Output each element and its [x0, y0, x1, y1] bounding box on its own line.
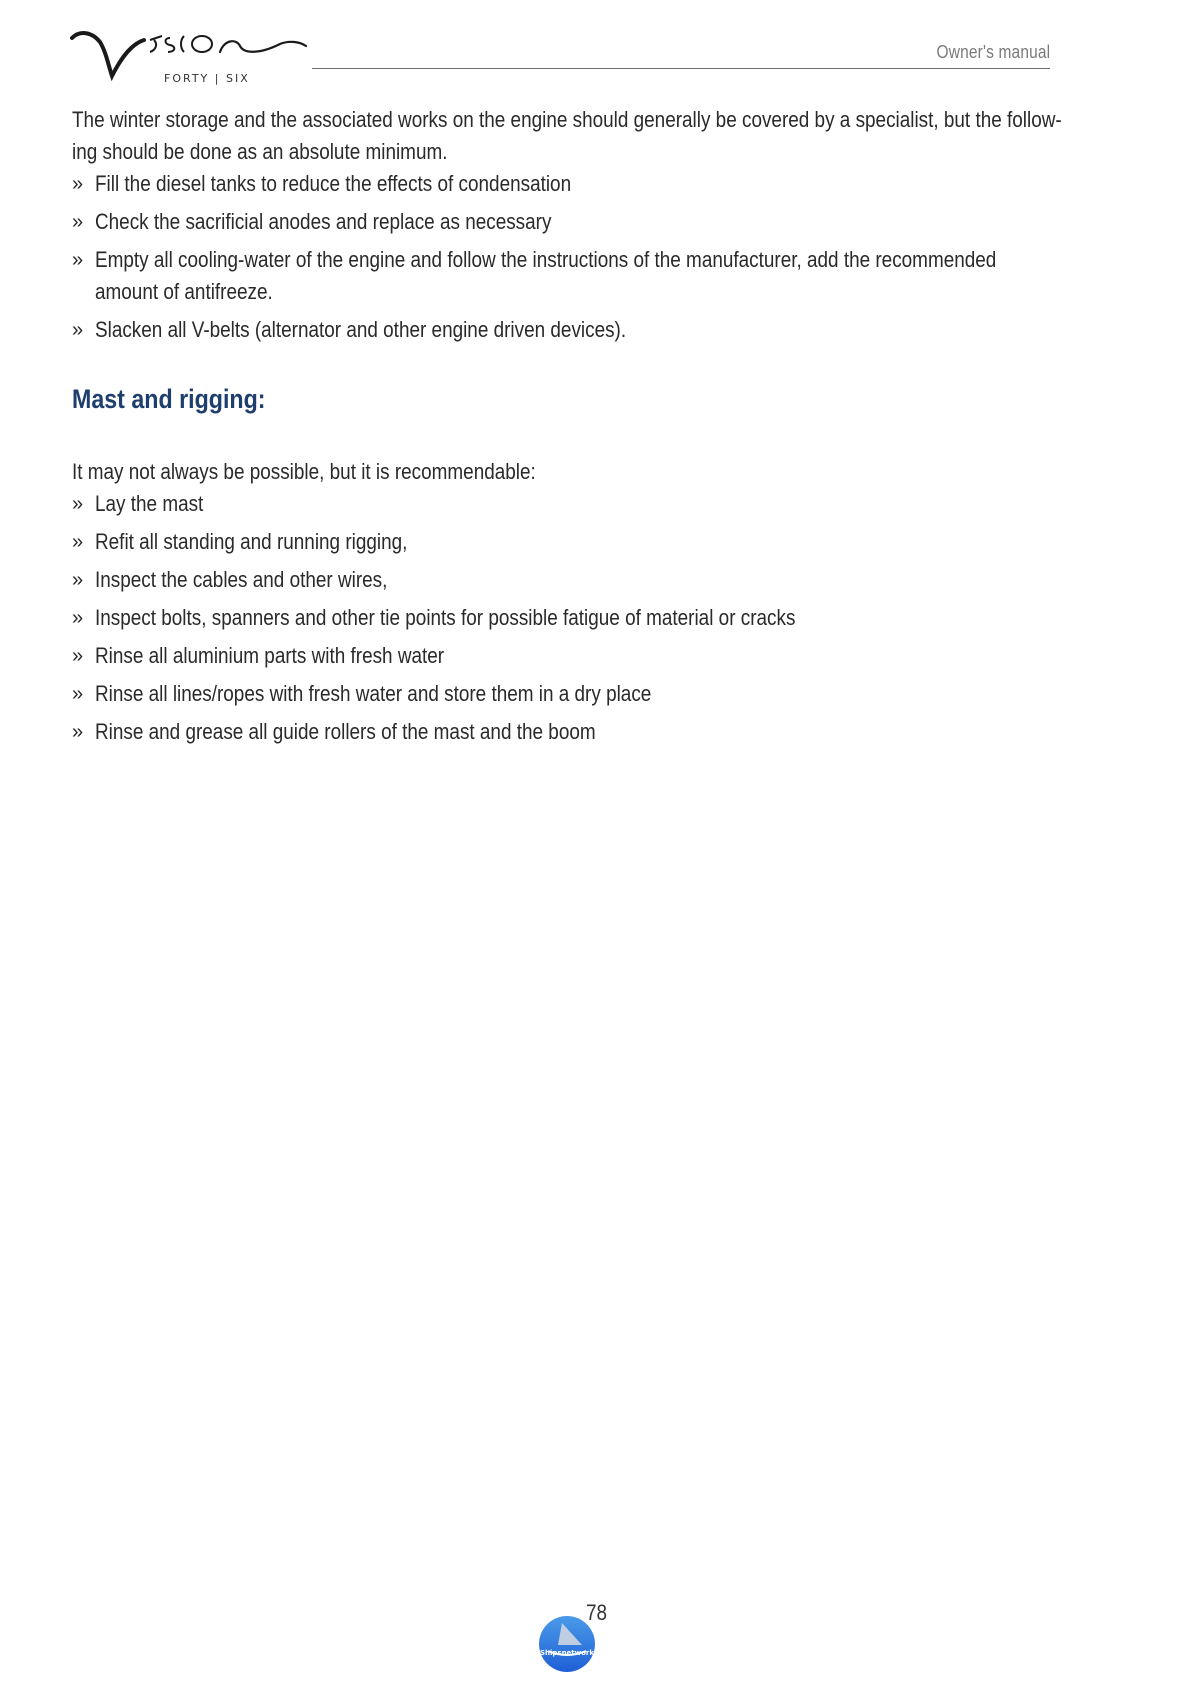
section-heading	[72, 382, 1072, 416]
list-item-text: Inspect bolts, spanners and other tie points for possible fatigue of material or cracks	[95, 605, 796, 630]
bullet-marker: »	[72, 531, 84, 553]
page-header	[70, 28, 1050, 88]
list-item	[72, 602, 1072, 634]
bullet-marker: »	[72, 645, 84, 667]
watermark-text: Shipsnetwork	[539, 1649, 595, 1657]
bullet-marker: »	[72, 493, 84, 515]
bullet-marker: »	[72, 607, 84, 629]
engine-checklist	[72, 168, 1072, 346]
page-number: 78	[586, 1600, 608, 1625]
vision-logo	[70, 28, 315, 88]
list-item-text: Refit all standing and running rigging,	[95, 529, 408, 554]
shipsnetwork-watermark	[538, 1615, 596, 1673]
list-item-text: Lay the mast	[95, 491, 204, 516]
bullet-marker: »	[72, 569, 84, 591]
header-title: Owner's manual	[936, 42, 1050, 62]
list-item	[72, 678, 1072, 710]
list-item	[72, 526, 1072, 558]
section-heading-text: Mast and rigging:	[72, 384, 266, 414]
header-rule	[312, 68, 1050, 69]
list-item	[72, 244, 1072, 308]
list-item-text: Rinse all aluminium parts with fresh water	[95, 643, 445, 668]
bullet-marker: »	[72, 319, 84, 341]
list-item-text: Check the sacrificial anodes and replace as necessary	[95, 209, 552, 234]
section-intro	[72, 456, 1072, 488]
list-item-text: Rinse all lines/ropes with fresh water and store them in a dry place	[95, 681, 652, 706]
section-intro-text: It may not always be possible, but it is recommendable:	[72, 459, 536, 484]
list-item	[72, 716, 1072, 748]
brand-subtitle: FORTY | SIX	[164, 72, 250, 85]
intro-paragraph	[72, 104, 1072, 168]
list-item-text: Inspect the cables and other wires,	[95, 567, 388, 592]
bullet-marker: »	[72, 721, 84, 743]
list-item-text: Empty all cooling-water of the engine and follow the instructions of the manufacturer, add the recommended	[95, 247, 997, 272]
list-item	[72, 488, 1072, 520]
bullet-marker: »	[72, 249, 84, 271]
page-content	[72, 104, 1072, 754]
list-item-text: Slacken all V-belts (alternator and other engine driven devices).	[95, 317, 627, 342]
bullet-marker: »	[72, 683, 84, 705]
list-item-text: Rinse and grease all guide rollers of the mast and the boom	[95, 719, 596, 744]
intro-line: ing should be done as an absolute minimum.	[72, 139, 448, 164]
list-item	[72, 564, 1072, 596]
intro-line: The winter storage and the associated works on the engine should generally be covered by a specialist, but the follow-	[72, 107, 1062, 132]
mast-checklist	[72, 488, 1072, 748]
list-item-text: Fill the diesel tanks to reduce the effects of condensation	[95, 171, 572, 196]
list-item	[72, 314, 1072, 346]
bullet-marker: »	[72, 173, 84, 195]
list-item	[72, 640, 1072, 672]
list-item	[72, 206, 1072, 238]
list-item-text: amount of antifreeze.	[95, 279, 273, 304]
list-item	[72, 168, 1072, 200]
bullet-marker: »	[72, 211, 84, 233]
